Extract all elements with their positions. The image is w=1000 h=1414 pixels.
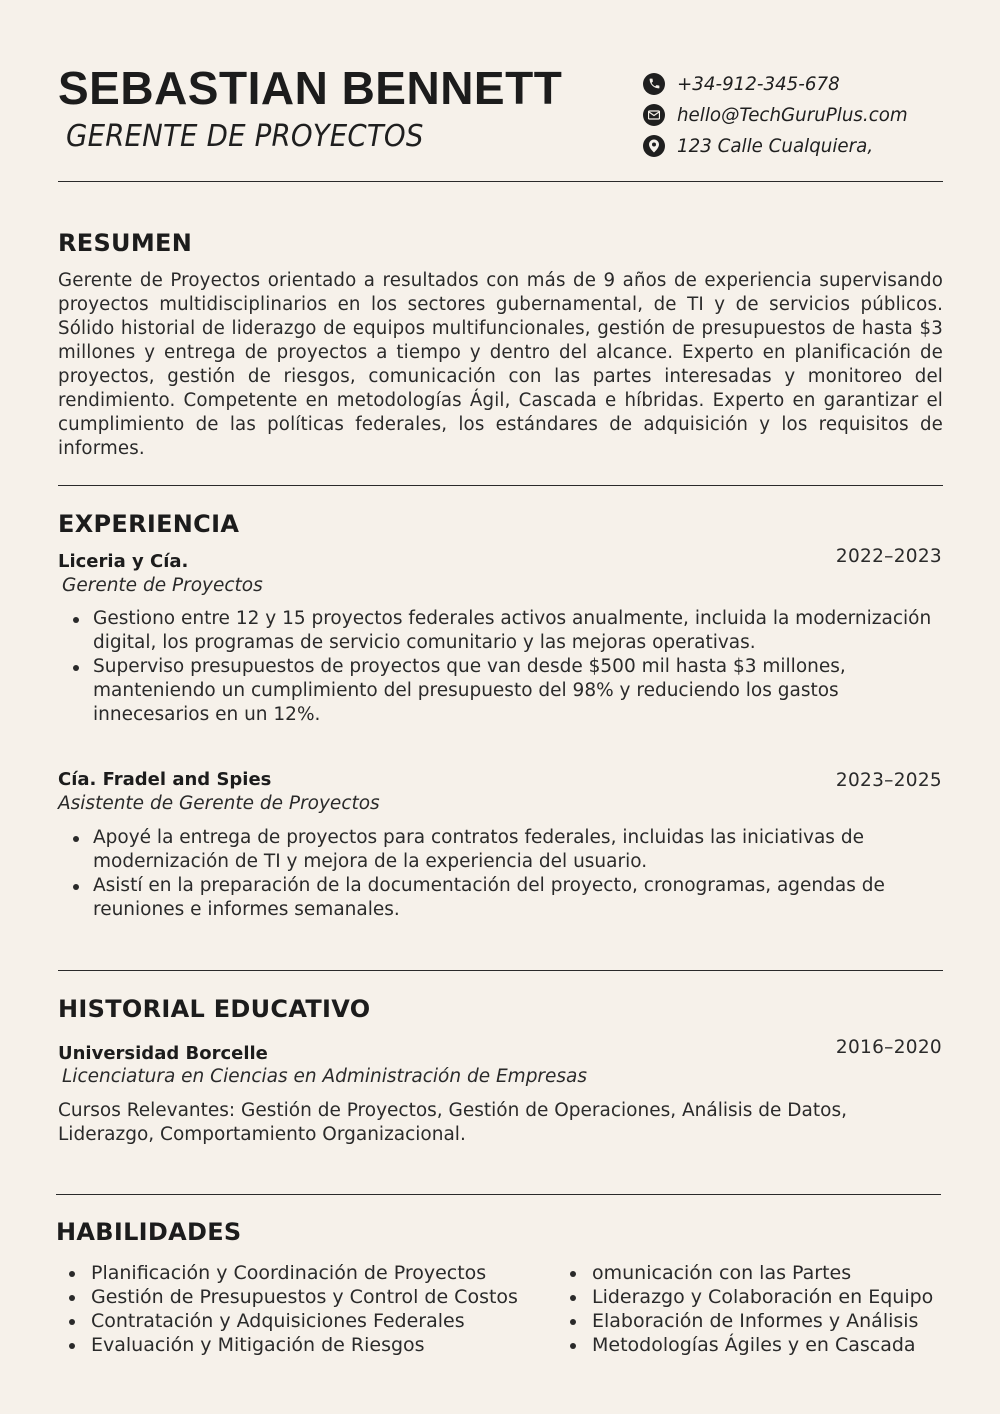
skill-item: Metodologías Ágiles y en Cascada xyxy=(559,1333,979,1357)
list-item: Gestiono entre 12 y 15 proyectos federales activos anualmente, incluida la modernización digital, los programas de servicio comunitario y las mejoras operativas. xyxy=(58,607,943,655)
skill-item: Evaluación y Mitigación de Riesgos xyxy=(58,1333,538,1357)
skills-right-column xyxy=(559,1261,979,1357)
summary-text: Gerente de Proyectos orientado a resultados con más de 9 años de experiencia supervisando proyectos multidisciplinarios en los sectores gubernamental, de TI y de servicios públicos. Sólido historial de liderazgo de equipos multifuncionales, gestión de presupuestos de hasta $3 millones y entrega de proyectos a tiempo y dentro del alcance. Experto en planificación de proyectos, gestión de riesgos, comunicación con las partes interesadas y monitoreo del rendimiento. Competente en metodologías Ágil, Cascada e híbridas. Experto en garantizar el cumplimiento de las políticas federales, los estándares de adquisición y los requisitos de informes. xyxy=(58,270,943,459)
phone-icon xyxy=(643,73,665,95)
contact-phone xyxy=(643,68,917,99)
contact-address xyxy=(643,130,917,161)
education-dates: 2016–2020 xyxy=(835,1037,942,1058)
skill-item: Gestión de Presupuestos y Control de Costos xyxy=(58,1285,538,1309)
candidate-name: SEBASTIAN BENNETT xyxy=(58,62,563,114)
skills-list xyxy=(58,1261,538,1357)
job-bullets xyxy=(58,826,943,922)
skill-item: Liderazgo y Colaboración en Equipo xyxy=(559,1285,979,1309)
list-item: Asistí en la preparación de la documentación del proyecto, cronogramas, agendas de reuniones e informes semanales. xyxy=(58,874,943,922)
phone-text: +34-912-345-678 xyxy=(677,72,840,95)
list-item: Apoyé la entrega de proyectos para contratos federales, incluidas las iniciativas de modernización de TI y mejora de la experiencia del usuario. xyxy=(58,826,943,874)
job-company: Liceria y Cía. xyxy=(58,551,189,572)
contact-email xyxy=(643,99,917,130)
location-pin-icon xyxy=(643,135,665,157)
experience-heading: EXPERIENCIA xyxy=(58,510,240,538)
divider xyxy=(58,485,943,486)
skill-item: Elaboración de Informes y Análisis xyxy=(559,1309,979,1333)
envelope-icon xyxy=(643,104,665,126)
skills-list xyxy=(559,1261,979,1357)
skills-left-column xyxy=(58,1261,538,1357)
school-name: Universidad Borcelle xyxy=(58,1043,268,1064)
email-text: hello@TechGuruPlus.com xyxy=(677,103,908,126)
degree-title: Licenciatura en Ciencias en Administración de Empresas xyxy=(62,1066,588,1087)
skills-heading: HABILIDADES xyxy=(56,1218,242,1246)
divider xyxy=(56,1194,941,1195)
job-bullets xyxy=(58,607,943,727)
contact-block xyxy=(643,68,917,161)
divider xyxy=(58,181,943,182)
education-heading: HISTORIAL EDUCATIVO xyxy=(58,995,371,1023)
job-dates: 2022–2023 xyxy=(835,546,942,567)
skill-item: omunicación con las Partes xyxy=(559,1261,979,1285)
job-title: Asistente de Gerente de Proyectos xyxy=(58,793,380,814)
address-text: 123 Calle Cualquiera, xyxy=(677,134,874,157)
candidate-role: GERENTE DE PROYECTOS xyxy=(66,119,424,154)
skill-item: Contratación y Adquisiciones Federales xyxy=(58,1309,538,1333)
job-company: Cía. Fradel and Spies xyxy=(58,769,272,790)
job-dates: 2023–2025 xyxy=(835,770,942,791)
list-item: Superviso presupuestos de proyectos que van desde $500 mil hasta $3 millones, manteniendo un cumplimiento del presupuesto del 98% y reduciendo los gastos innecesarios en un 12%. xyxy=(58,655,943,727)
skill-item: Planificación y Coordinación de Proyectos xyxy=(58,1261,538,1285)
job-title: Gerente de Proyectos xyxy=(62,575,263,596)
summary-heading: RESUMEN xyxy=(58,229,193,257)
divider xyxy=(58,970,943,971)
relevant-courses: Cursos Relevantes: Gestión de Proyectos, Gestión de Operaciones, Análisis de Datos, Liderazgo, Comportamiento Organizacional. xyxy=(58,1100,847,1145)
